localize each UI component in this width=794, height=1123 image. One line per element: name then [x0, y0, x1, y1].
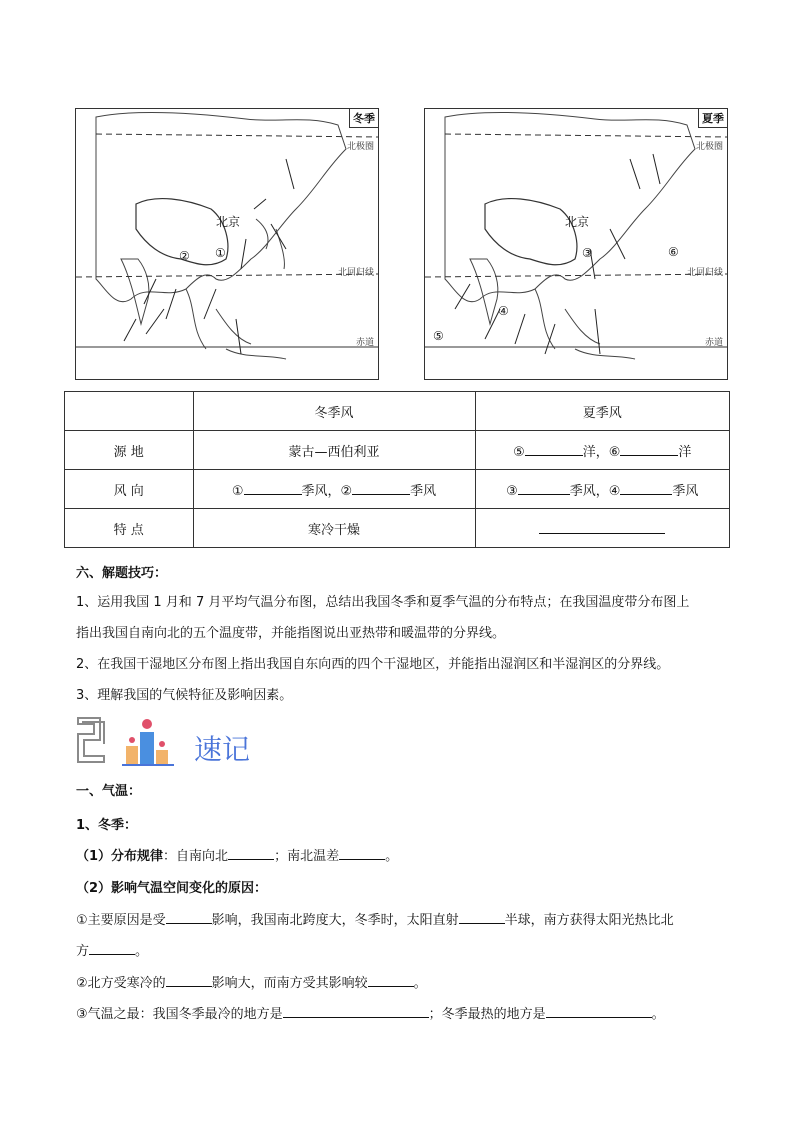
marker-4: ④	[498, 304, 509, 318]
cell-text: 季风	[410, 483, 437, 499]
answer-blank[interactable]	[620, 480, 672, 495]
note-line	[76, 940, 148, 959]
table-cell	[65, 392, 194, 431]
season-tag: 夏季	[698, 109, 727, 128]
answer-blank[interactable]	[539, 519, 665, 534]
table-header: 夏季风	[475, 392, 729, 431]
note-line	[76, 1003, 665, 1022]
answer-blank[interactable]	[89, 940, 135, 955]
arctic-circle-label: 北极圈	[695, 142, 723, 152]
answer-blank[interactable]	[166, 972, 212, 987]
answer-blank[interactable]	[368, 972, 414, 987]
tip-text: 1、运用我国 1 月和 7 月平均气温分布图，总结出我国冬季和夏季气温的分布特点；在我国温度带分布图上	[76, 595, 690, 610]
row-label: 源 地	[65, 431, 194, 470]
marker-6: ⑥	[668, 245, 679, 259]
marker-1: ①	[215, 246, 226, 260]
answer-blank[interactable]	[244, 480, 302, 495]
note-text: ；南北温差	[274, 849, 340, 864]
answer-blank[interactable]	[620, 441, 678, 456]
cell-text: 洋，⑥	[582, 444, 621, 460]
note-text: ③气温之最：我国冬季最冷的地方是	[76, 1007, 283, 1022]
equator-label: 赤道	[704, 338, 723, 348]
table-row	[65, 509, 730, 548]
note-line	[76, 972, 427, 991]
note-text: ；冬季最热的地方是	[428, 1007, 546, 1022]
tropic-of-cancer-label: 北回归线	[337, 268, 374, 278]
answer-blank[interactable]	[459, 909, 505, 924]
cell-text: 季风	[672, 483, 699, 499]
winter-map-drawing	[76, 109, 378, 379]
table-row	[65, 470, 730, 509]
tip-text: 指出我国自南向北的五个温度带，并能指图说出亚热带和暖温带的分界线。	[76, 626, 506, 641]
row-label: 风 向	[65, 470, 194, 509]
cell-text: ⑤	[513, 444, 525, 460]
arctic-circle-label: 北极圈	[346, 142, 374, 152]
note-text: 。	[651, 1007, 665, 1022]
table-row	[65, 431, 730, 470]
answer-blank[interactable]	[283, 1003, 429, 1018]
cell-text: ③	[506, 483, 518, 499]
section-heading: 六、解题技巧：	[76, 566, 168, 581]
note-text: ①主要原因是受	[76, 913, 166, 928]
tip-text: 2、在我国干湿地区分布图上指出我国自东向西的四个干湿地区，并能指出湿润区和半湿润区的分界线。	[76, 657, 670, 672]
answer-blank[interactable]	[352, 480, 410, 495]
note-line	[76, 845, 398, 864]
city-label: 北京	[565, 215, 590, 229]
marker-3: ③	[582, 246, 593, 260]
cell-text: ①	[231, 483, 244, 499]
note-text: 。	[135, 944, 149, 959]
row-label: 特 点	[65, 509, 194, 548]
note-text: 影响，我国南北跨度大，冬季时，太阳直射	[211, 913, 459, 928]
answer-blank[interactable]	[525, 441, 583, 456]
summer-monsoon-map	[424, 108, 728, 380]
note-line	[76, 909, 674, 928]
tip-text: 3、理解我国的气候特征及影响因素。	[76, 688, 293, 703]
sub-heading: （2）影响气温空间变化的原因：	[76, 881, 268, 896]
table-header: 冬季风	[193, 392, 475, 431]
table-cell	[475, 509, 729, 548]
winter-monsoon-map	[75, 108, 379, 380]
note-text: 方	[76, 944, 90, 959]
table-cell	[475, 470, 729, 509]
table-cell: 寒冷干燥	[193, 509, 475, 548]
marker-5: ⑤	[433, 329, 444, 343]
answer-blank[interactable]	[228, 845, 274, 860]
table-row	[65, 392, 730, 431]
answer-blank[interactable]	[546, 1003, 652, 1018]
answer-blank[interactable]	[339, 845, 385, 860]
city-label: 北京	[216, 215, 241, 229]
quick-notes-title: 速记	[194, 733, 251, 766]
cell-text: 洋	[678, 444, 692, 460]
note-text: ：自南向北	[163, 849, 229, 864]
answer-blank[interactable]	[518, 480, 570, 495]
cell-text: 季风，②	[301, 483, 353, 499]
summer-map-drawing	[425, 109, 727, 379]
monsoon-table	[64, 391, 730, 548]
answer-blank[interactable]	[166, 909, 212, 924]
note-text: 半球，南方获得太阳光热比北	[504, 913, 674, 928]
tropic-of-cancer-label: 北回归线	[686, 268, 723, 278]
note-text: 。	[413, 976, 427, 991]
sub-heading: 1、冬季：	[76, 818, 138, 833]
note-text: 。	[385, 849, 399, 864]
note-text: 影响大，而南方受其影响较	[211, 976, 368, 991]
table-cell: 蒙古—西伯利亚	[193, 431, 475, 470]
equator-label: 赤道	[355, 338, 374, 348]
marker-2: ②	[179, 249, 190, 263]
table-cell	[193, 470, 475, 509]
note-label: （1）分布规律	[76, 849, 164, 864]
cell-text: 季风，④	[569, 483, 621, 499]
season-tag: 冬季	[349, 109, 378, 128]
section-heading: 一、气温：	[76, 784, 142, 799]
note-text: ②北方受寒冷的	[76, 976, 166, 991]
table-cell	[475, 431, 729, 470]
